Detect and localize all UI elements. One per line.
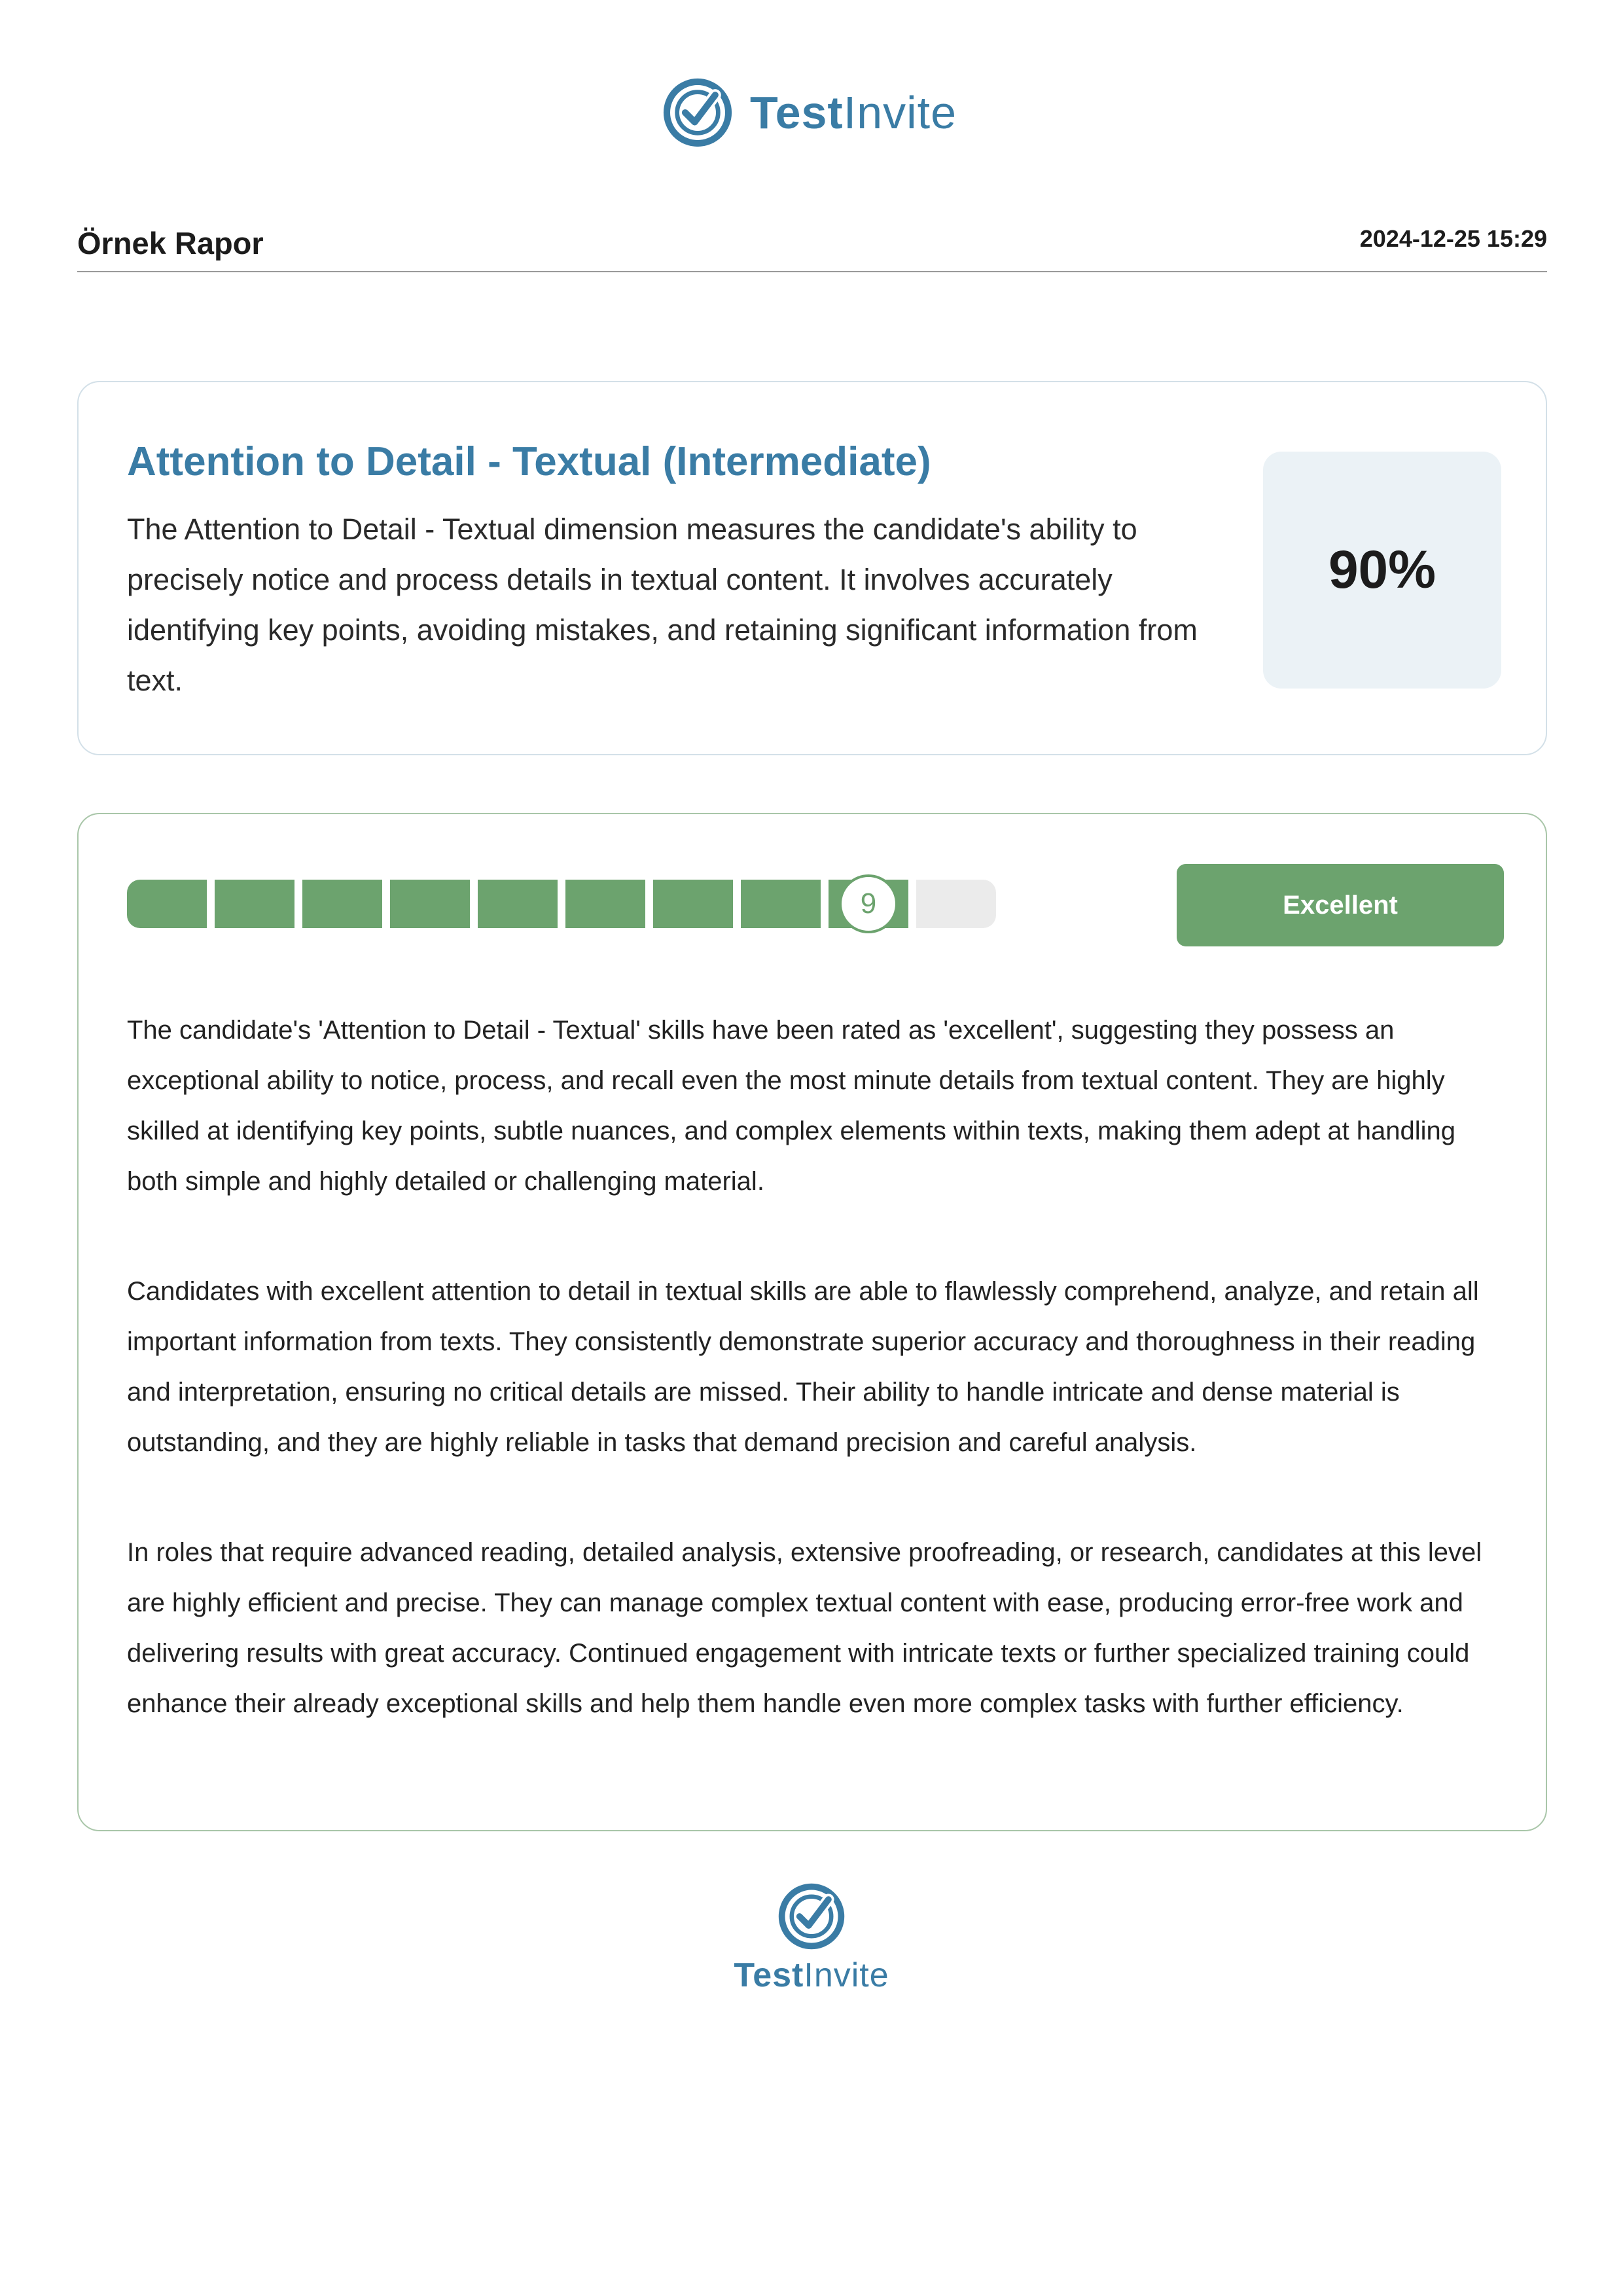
scale-segment-filled xyxy=(478,880,558,928)
scale-segment-filled xyxy=(302,880,382,928)
dimension-description: The Attention to Detail - Textual dimension measures the candidate's ability to precisely notice and process details in textual content. It involves accurately identifying key points, avoiding mistakes, and retaining significant information from text. xyxy=(127,512,1198,697)
footer-brand-name-light: Invite xyxy=(804,1956,889,1994)
result-text xyxy=(127,1005,1508,1789)
scale-segment-filled xyxy=(653,880,733,928)
testinvite-logo-icon xyxy=(661,76,734,149)
footer-brand-name-bold: Test xyxy=(734,1956,804,1994)
scale-segment-filled xyxy=(127,880,207,928)
top-logo xyxy=(661,73,957,152)
dimension-title: Attention to Detail - Textual (Intermediate) xyxy=(127,439,931,484)
scale-segment-empty xyxy=(916,880,996,928)
result-paragraph: Candidates with excellent attention to detail in textual skills are able to flawlessly comprehend, analyze, and retain all important information from texts. They consistently demonstrate superior accuracy and thoroughness in their reading and interpretation, ensuring no critical details are missed. Their ability to handle intricate and dense material is outstanding, and they are highly reliable in tasks that demand precision and careful analysis. xyxy=(127,1277,1479,1457)
result-paragraph: In roles that require advanced reading, detailed analysis, extensive proofreading, or research, candidates at this level are highly efficient and precise. They can manage complex textual content with ease, producing error-free work and delivering results with great accuracy. Continued engagement with intricate texts or further specialized training could enhance their already exceptional skills and help them handle even more complex tasks with further efficiency. xyxy=(127,1538,1482,1718)
brand-name-bold: Test xyxy=(750,87,844,138)
testinvite-logo-icon xyxy=(776,1881,847,1952)
report-header xyxy=(77,216,1547,272)
footer-logo xyxy=(713,1881,910,1992)
brand-name-light: Invite xyxy=(843,87,957,138)
score-marker: 9 xyxy=(839,874,898,933)
result-paragraph: The candidate's 'Attention to Detail - Textual' skills have been rated as 'excellent', suggesting they possess an exceptional ability to notice, process, and recall even the most minute details from textual content. They are highly skilled at identifying key points, subtle nuances, and complex elements within texts, making them adept at handling both simple and highly detailed or challenging material. xyxy=(127,1016,1456,1196)
brand-wordmark xyxy=(750,87,957,138)
level-badge: Excellent xyxy=(1177,864,1504,946)
scale-segment-filled xyxy=(215,880,294,928)
scale-segment-filled xyxy=(741,880,821,928)
scale-segment-filled xyxy=(390,880,470,928)
report-date: 2024-12-25 15:29 xyxy=(1359,225,1547,252)
score-scale xyxy=(127,880,997,928)
score-box xyxy=(1263,452,1501,689)
footer-brand-wordmark xyxy=(713,1958,910,1992)
scale-segment-filled xyxy=(565,880,645,928)
report-title: Örnek Rapor xyxy=(77,226,264,260)
result-card xyxy=(77,813,1547,1831)
dimension-card xyxy=(77,381,1547,755)
score-value: 90% xyxy=(1328,540,1436,600)
